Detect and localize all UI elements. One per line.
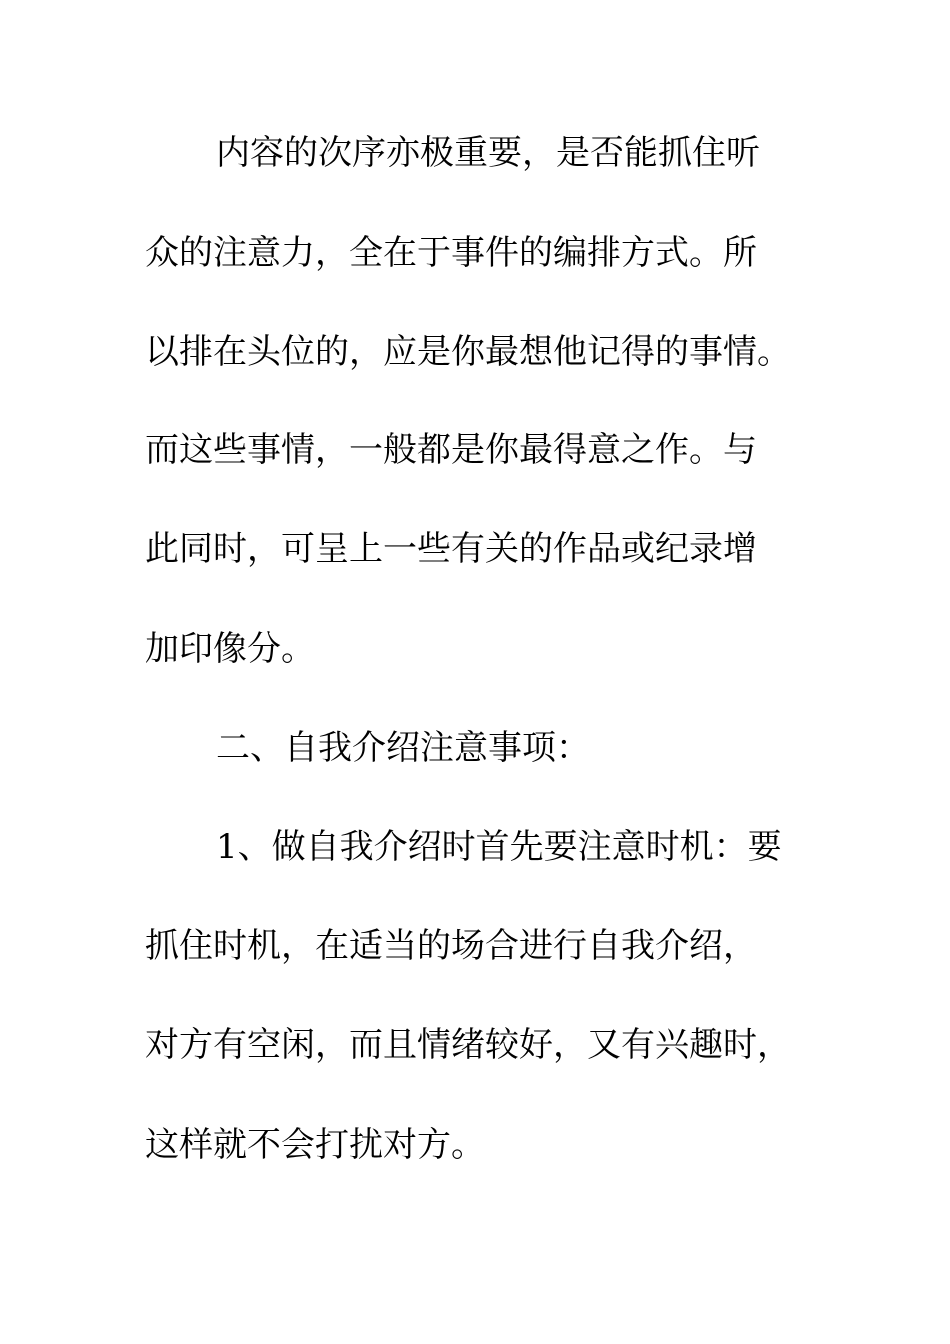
paragraph-line-4: 而这些事情，一般都是你最得意之作。与: [145, 430, 757, 470]
paragraph-line-5: 此同时，可呈上一些有关的作品或纪录增: [145, 529, 757, 569]
paragraph-line-8: 1、做自我介绍时首先要注意时机：要: [216, 827, 782, 867]
paragraph-line-1: 内容的次序亦极重要，是否能抓住听: [216, 133, 760, 173]
section-heading: 二、自我介绍注意事项：: [216, 728, 590, 768]
paragraph-line-10: 对方有空闲，而且情绪较好，又有兴趣时，: [145, 1025, 791, 1065]
paragraph-line-2: 众的注意力，全在于事件的编排方式。所: [145, 233, 757, 273]
paragraph-line-11: 这样就不会打扰对方。: [145, 1125, 485, 1165]
paragraph-line-9: 抓住时机，在适当的场合进行自我介绍，: [145, 926, 757, 966]
paragraph-line-3: 以排在头位的，应是你最想他记得的事情。: [145, 332, 791, 372]
paragraph-line-6: 加印像分。: [145, 629, 315, 669]
